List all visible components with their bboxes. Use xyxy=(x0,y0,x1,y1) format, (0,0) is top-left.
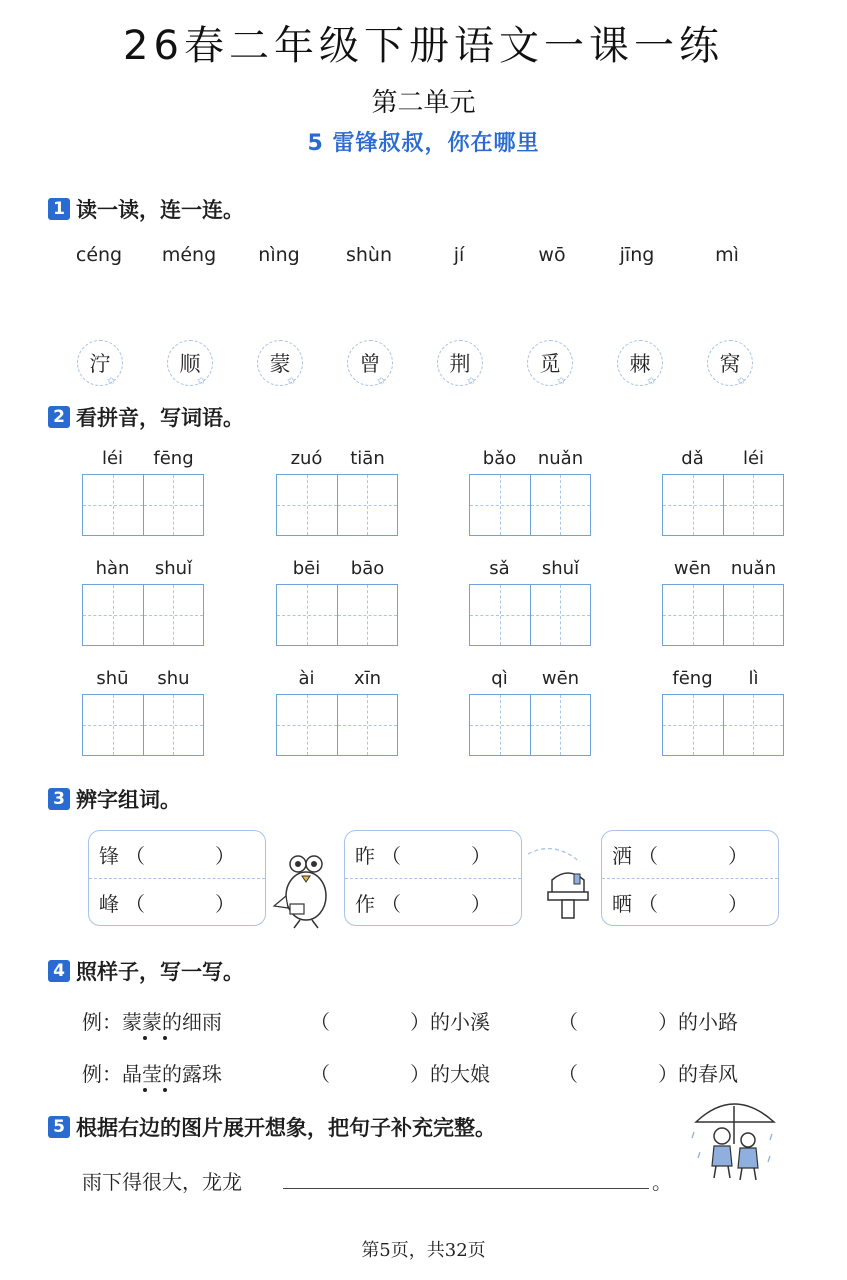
question-text: 读一读，连一连。 xyxy=(76,197,244,222)
question-text: 辨字组词。 xyxy=(76,787,181,812)
word-pinyin: léi xyxy=(742,448,765,469)
character-circle[interactable]: 泞 ✩ xyxy=(77,340,123,386)
word-pinyin: dǎ xyxy=(681,448,704,469)
word-row: 洒 （ ） xyxy=(612,844,748,868)
star-icon: ✩ xyxy=(197,376,206,387)
fill-blank-phrase[interactable]: （ ）的小溪 xyxy=(310,1010,490,1034)
word-pinyin: léi xyxy=(101,448,124,469)
character-circle[interactable]: 窝 ✩ xyxy=(707,340,753,386)
writing-grid[interactable] xyxy=(276,694,398,756)
word-pinyin: wēn xyxy=(541,668,580,689)
word-pinyin: nuǎn xyxy=(537,448,584,469)
star-icon: ✩ xyxy=(737,376,746,387)
pinyin-item: mì xyxy=(715,244,739,266)
writing-grid[interactable] xyxy=(82,694,204,756)
question-text: 看拼音，写词语。 xyxy=(76,405,244,430)
question-number: 3 xyxy=(48,788,70,810)
word-pinyin: wēn xyxy=(673,558,712,579)
star-icon: ✩ xyxy=(557,376,566,387)
fill-blank-phrase[interactable]: （ ）的小路 xyxy=(558,1010,738,1034)
writing-grid[interactable] xyxy=(469,584,591,646)
question-number: 2 xyxy=(48,406,70,428)
character-circle[interactable]: 蒙 ✩ xyxy=(257,340,303,386)
pinyin-item: céng xyxy=(75,244,123,266)
question-3-heading xyxy=(48,784,181,814)
emphasis-dot xyxy=(163,1036,167,1040)
sentence-prompt: 雨下得很大，龙龙 xyxy=(82,1170,242,1194)
word-pinyin: qì xyxy=(491,668,508,689)
word-pinyin: zuó xyxy=(290,448,323,469)
emphasis-dot xyxy=(163,1088,167,1092)
writing-grid[interactable] xyxy=(276,584,398,646)
star-icon: ✩ xyxy=(467,376,476,387)
word-group-box xyxy=(344,830,522,926)
writing-grid[interactable] xyxy=(276,474,398,536)
word-pinyin: bēi xyxy=(292,558,321,579)
word-pinyin: bǎo xyxy=(482,448,517,469)
lesson-title: 5 雷锋叔叔，你在哪里 xyxy=(307,131,540,156)
fill-blank-phrase[interactable]: （ ）的大娘 xyxy=(310,1062,490,1086)
star-icon: ✩ xyxy=(107,376,116,387)
word-pinyin: shū xyxy=(96,668,129,689)
fill-blank-phrase[interactable]: （ ）的春风 xyxy=(558,1062,738,1086)
emphasis-dot xyxy=(143,1036,147,1040)
word-pinyin: ài xyxy=(298,668,315,689)
writing-grid[interactable] xyxy=(662,474,784,536)
document-title: 26春二年级下册语文一课一练 xyxy=(123,23,724,69)
writing-grid[interactable] xyxy=(662,694,784,756)
question-1-heading xyxy=(48,194,244,224)
word-pinyin: hàn xyxy=(95,558,130,579)
word-pinyin: shu xyxy=(157,668,190,689)
pinyin-item: méng xyxy=(161,244,217,266)
writing-grid[interactable] xyxy=(469,694,591,756)
writing-grid[interactable] xyxy=(82,584,204,646)
question-number: 1 xyxy=(48,198,70,220)
character-circle[interactable]: 顺 ✩ xyxy=(167,340,213,386)
word-pinyin: shuǐ xyxy=(154,558,193,579)
word-row: 锋 （ ） xyxy=(99,844,235,868)
sentence-end: 。 xyxy=(652,1170,672,1194)
star-icon: ✩ xyxy=(287,376,296,387)
example-phrase: 例：晶莹的露珠 xyxy=(82,1062,222,1086)
bird-illustration xyxy=(268,846,342,930)
umbrella-kids-illustration xyxy=(688,1092,782,1186)
question-2-heading xyxy=(48,402,244,432)
word-pinyin: fēng xyxy=(153,448,194,469)
pinyin-item: shùn xyxy=(345,244,393,266)
word-pinyin: shuǐ xyxy=(541,558,580,579)
emphasis-dot xyxy=(143,1088,147,1092)
pinyin-item: wō xyxy=(538,244,566,266)
character-circle[interactable]: 棘 ✩ xyxy=(617,340,663,386)
word-pinyin: bāo xyxy=(350,558,385,579)
question-number: 5 xyxy=(48,1116,70,1138)
character-circle[interactable]: 觅 ✩ xyxy=(527,340,573,386)
word-pinyin: lì xyxy=(748,668,759,689)
word-pinyin: sǎ xyxy=(489,558,510,579)
word-row: 昨 （ ） xyxy=(355,844,491,868)
mailbox-illustration xyxy=(524,840,604,928)
character-circle[interactable]: 曾 ✩ xyxy=(347,340,393,386)
star-icon: ✩ xyxy=(647,376,656,387)
word-group-box xyxy=(88,830,266,926)
word-row: 峰 （ ） xyxy=(89,878,265,926)
word-group-box xyxy=(601,830,779,926)
answer-line[interactable] xyxy=(283,1188,649,1189)
pinyin-item: nìng xyxy=(258,244,300,266)
question-number: 4 xyxy=(48,960,70,982)
word-row: 晒 （ ） xyxy=(602,878,778,926)
writing-grid[interactable] xyxy=(82,474,204,536)
word-row: 作 （ ） xyxy=(345,878,521,926)
character-circle[interactable]: 荆 ✩ xyxy=(437,340,483,386)
question-text: 照样子，写一写。 xyxy=(76,959,244,984)
unit-heading: 第二单元 xyxy=(371,88,476,118)
question-5-heading xyxy=(48,1112,496,1142)
word-pinyin: tiān xyxy=(350,448,385,469)
pinyin-item: jí xyxy=(453,244,465,266)
star-icon: ✩ xyxy=(377,376,386,387)
example-phrase: 例：蒙蒙的细雨 xyxy=(82,1010,222,1034)
pinyin-item: jīng xyxy=(619,244,655,266)
question-text: 根据右边的图片展开想象，把句子补充完整。 xyxy=(76,1115,496,1140)
page-footer: 第5页，共32页 xyxy=(361,1240,486,1261)
question-4-heading xyxy=(48,956,244,986)
writing-grid[interactable] xyxy=(469,474,591,536)
writing-grid[interactable] xyxy=(662,584,784,646)
word-pinyin: fēng xyxy=(672,668,713,689)
word-pinyin: nuǎn xyxy=(730,558,777,579)
word-pinyin: xīn xyxy=(353,668,382,689)
